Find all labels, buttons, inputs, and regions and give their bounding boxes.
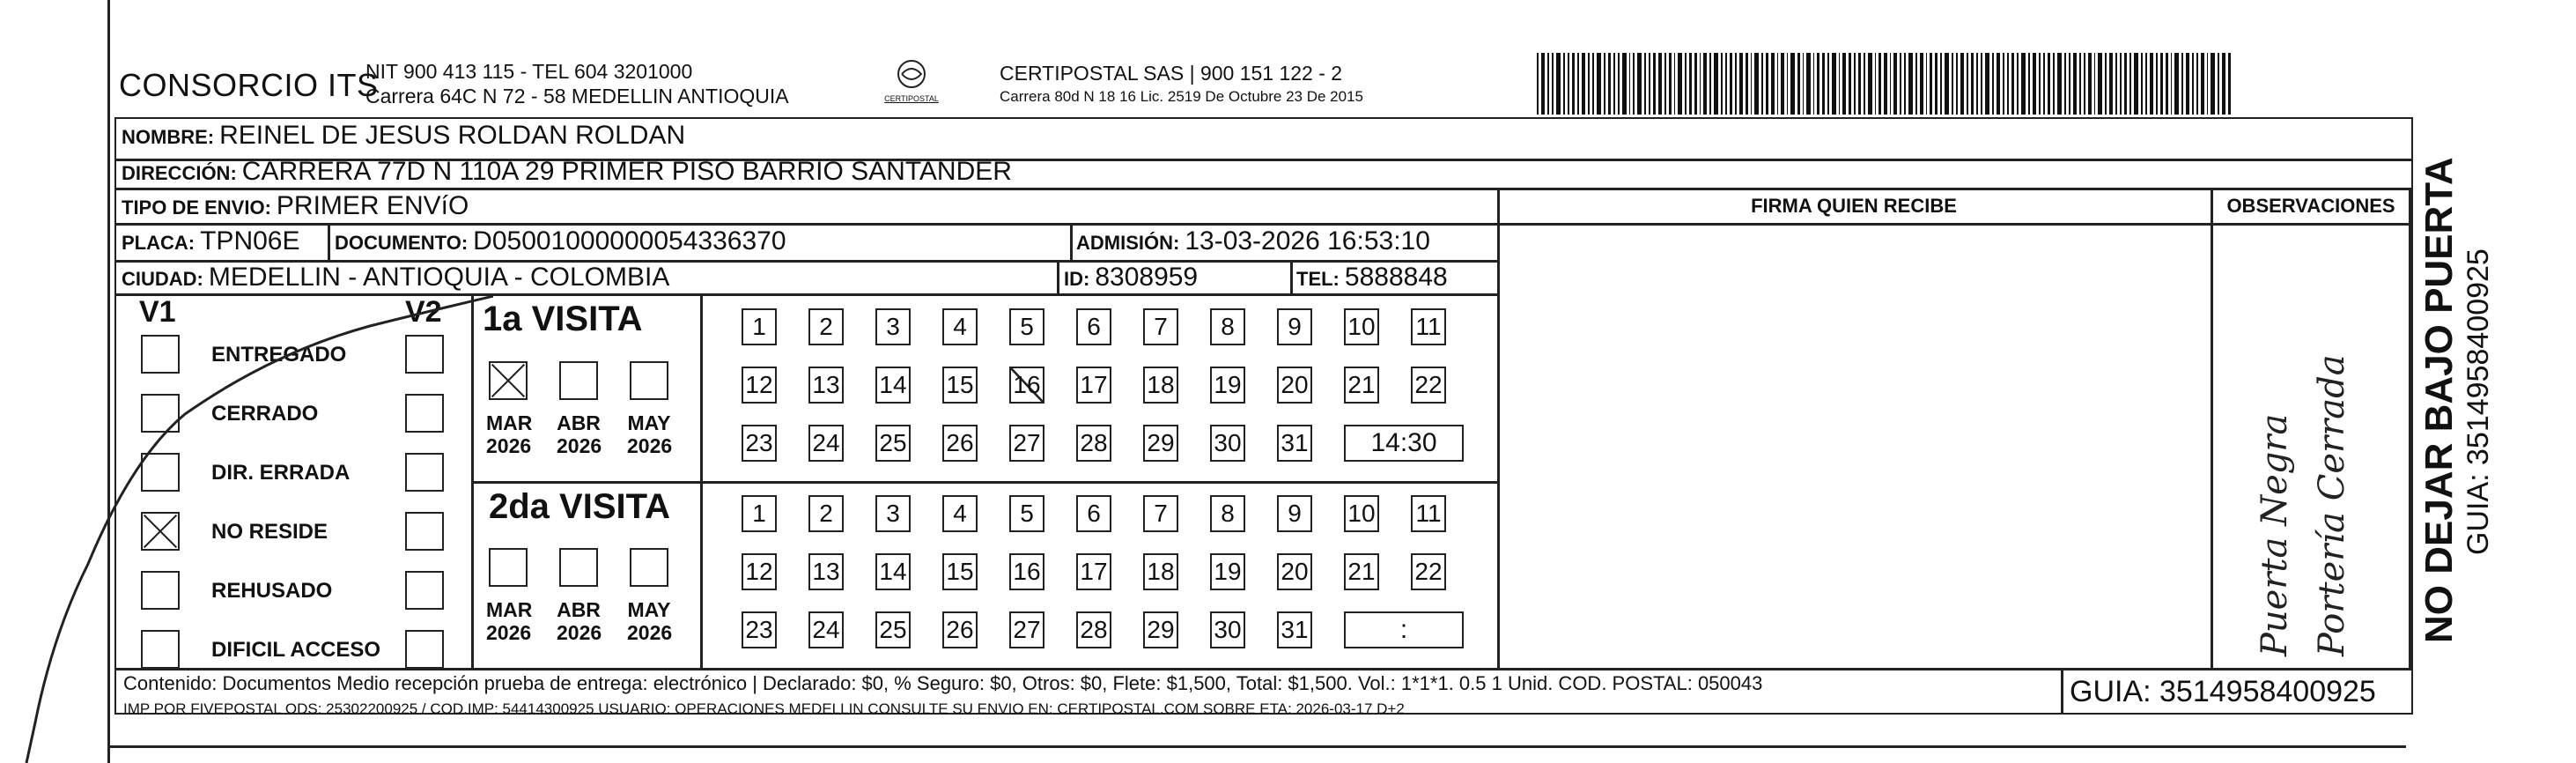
barcode-bar bbox=[1700, 53, 1701, 115]
barcode-bar bbox=[1967, 53, 1968, 115]
barcode-bar bbox=[1592, 53, 1594, 115]
barcode-bar bbox=[2181, 53, 2183, 115]
day-box[interactable]: 15 bbox=[942, 553, 978, 590]
day-box[interactable]: 2 bbox=[808, 308, 844, 345]
barcode-bar bbox=[2007, 53, 2009, 115]
barcode-bar bbox=[2084, 53, 2085, 115]
barcode-bar bbox=[1777, 53, 1779, 115]
month-checkbox[interactable] bbox=[559, 361, 598, 400]
barcode-bar bbox=[1694, 53, 1696, 115]
barcode-bar bbox=[2011, 53, 2014, 115]
barcode-bar bbox=[2069, 53, 2070, 115]
day-box[interactable]: 28 bbox=[1076, 425, 1111, 462]
barcode-bar bbox=[1637, 53, 1642, 115]
barcode-bar bbox=[2171, 53, 2173, 115]
barcode-bar bbox=[1849, 53, 1850, 115]
barcode-bar bbox=[2228, 53, 2230, 115]
day-box[interactable]: 4 bbox=[942, 308, 978, 345]
month-label: MAY 2026 bbox=[627, 598, 673, 644]
barcode-bar bbox=[1653, 53, 1656, 115]
barcode-bar bbox=[1658, 53, 1662, 115]
barcode-bar bbox=[1893, 53, 1896, 115]
row-divider bbox=[1497, 223, 2413, 226]
day-box[interactable]: 24 bbox=[808, 425, 844, 462]
nombre-label: NOMBRE: bbox=[122, 126, 215, 148]
barcode-bar bbox=[2196, 53, 2198, 115]
day-box[interactable]: 24 bbox=[808, 611, 844, 648]
barcode-bar bbox=[1926, 53, 1928, 115]
barcode-bar bbox=[2039, 53, 2041, 115]
day-box[interactable]: 20 bbox=[1277, 553, 1312, 590]
observation-handwriting-2: Portería Cerrada bbox=[2312, 354, 2352, 656]
barcode-bar bbox=[1563, 53, 1565, 115]
barcode-bar bbox=[1787, 53, 1789, 115]
day-box[interactable]: 10 bbox=[1344, 308, 1379, 345]
barcode-bar bbox=[1878, 53, 1880, 115]
barcode-bar bbox=[1739, 53, 1743, 115]
observaciones-column-line bbox=[2211, 188, 2213, 670]
day-box[interactable]: 8 bbox=[1210, 308, 1245, 345]
day-box[interactable]: 8 bbox=[1210, 495, 1245, 532]
tipo-value: PRIMER ENVíO bbox=[276, 191, 469, 220]
barcode-bar bbox=[1608, 53, 1611, 115]
barcode-bar bbox=[1920, 53, 1923, 115]
barcode-bar bbox=[1703, 53, 1707, 115]
barcode-bar bbox=[1714, 53, 1718, 115]
barcode-bar bbox=[1817, 53, 1819, 115]
day-box[interactable]: 30 bbox=[1210, 425, 1245, 462]
day-box[interactable]: 18 bbox=[1143, 553, 1178, 590]
observation-handwriting-1: Puerta Negra bbox=[2255, 413, 2295, 656]
barcode-bar bbox=[1556, 53, 1561, 115]
barcode-bar bbox=[1822, 53, 1825, 115]
day-box[interactable]: 13 bbox=[808, 553, 844, 590]
barcode-bar bbox=[1547, 53, 1549, 115]
barcode-bar bbox=[1900, 53, 1901, 115]
barcode-bar bbox=[2120, 53, 2122, 115]
barcode-bar bbox=[1613, 53, 1615, 115]
firma-header: FIRMA QUIEN RECIBE bbox=[1751, 195, 1957, 217]
barcode-bar bbox=[1735, 53, 1737, 115]
barcode-bar bbox=[2053, 53, 2055, 115]
day-box[interactable]: 5 bbox=[1009, 308, 1044, 345]
barcode-bar bbox=[1868, 53, 1872, 115]
day-box[interactable]: 6 bbox=[1076, 308, 1111, 345]
barcode-bar bbox=[1884, 53, 1887, 115]
day-box[interactable]: 29 bbox=[1143, 611, 1178, 648]
footer-guia: GUIA: 3514958400925 bbox=[2070, 675, 2376, 708]
second-visit-title: 2da VISITA bbox=[489, 487, 670, 526]
footer-print-line: IMP POR FIVEPOSTAL ODS: 25302200925 / COD.IMP: 54414300925 USUARIO: OPERACIONES MEDELLIN CONSULTE SU ENVIO EN: CERTIPOSTAL.COM SOBRE ETA: 2026-03-17 D+2 bbox=[123, 700, 1405, 717]
time-box[interactable]: 14:30 bbox=[1344, 425, 1464, 462]
barcode-bar bbox=[1552, 53, 1554, 115]
tel-row bbox=[1296, 263, 1448, 293]
barcode-bar bbox=[1709, 53, 1711, 115]
barcode-bar bbox=[2166, 53, 2167, 115]
certipostal-logo bbox=[881, 58, 942, 107]
barcode-bar bbox=[1858, 53, 1861, 115]
month-checkbox[interactable] bbox=[630, 361, 668, 400]
day-box[interactable]: 13 bbox=[808, 367, 844, 404]
barcode-bar bbox=[1904, 53, 1906, 115]
day-box[interactable]: 14 bbox=[875, 553, 911, 590]
day-box[interactable]: 17 bbox=[1076, 553, 1111, 590]
day-box[interactable]: 11 bbox=[1411, 495, 1446, 532]
company-address: Carrera 64C N 72 - 58 MEDELLIN ANTIOQUIA bbox=[365, 85, 789, 107]
barcode-bar bbox=[2192, 53, 2194, 115]
barcode-bar bbox=[1842, 53, 1846, 115]
barcode-bar bbox=[1678, 53, 1682, 115]
logo-text: CERTIPOSTAL bbox=[884, 94, 939, 103]
barcode-bar bbox=[2028, 53, 2030, 115]
no-dejar-warning: NO DEJAR BAJO PUERTA bbox=[2417, 157, 2461, 643]
barcode-bar bbox=[1689, 53, 1692, 115]
status-label: CERRADO bbox=[211, 402, 319, 426]
side-guia: GUIA: 3514958400925 bbox=[2462, 248, 2495, 555]
barcode-bar bbox=[1721, 53, 1723, 115]
barcode-bar bbox=[2064, 53, 2066, 115]
month-checkbox[interactable] bbox=[489, 361, 528, 400]
barcode-bar bbox=[1960, 53, 1964, 115]
month-checkbox[interactable] bbox=[489, 548, 528, 587]
barcode-bar bbox=[1664, 53, 1666, 115]
barcode-bar bbox=[1588, 53, 1590, 115]
barcode-bar bbox=[2160, 53, 2163, 115]
day-box[interactable]: 18 bbox=[1143, 367, 1178, 404]
v2-header: V2 bbox=[405, 295, 442, 329]
direccion-value: CARRERA 77D N 110A 29 PRIMER PISO BARRIO SANTANDER bbox=[241, 157, 1012, 186]
barcode-bar bbox=[2088, 53, 2091, 115]
barcode-bar bbox=[2156, 53, 2158, 115]
cell-divider bbox=[1057, 260, 1059, 293]
barcode-bar bbox=[1622, 53, 1626, 115]
day-box[interactable]: 27 bbox=[1009, 425, 1044, 462]
month-label: MAR 2026 bbox=[486, 598, 533, 644]
barcode-bar bbox=[1754, 53, 1759, 115]
status-label: DIR. ERRADA bbox=[211, 461, 351, 485]
documento-value: D05001000000054336370 bbox=[473, 226, 786, 256]
placa-label: PLACA: bbox=[122, 232, 196, 254]
barcode-bar bbox=[1806, 53, 1810, 115]
barcode-bar bbox=[1930, 53, 1931, 115]
day-box[interactable]: 12 bbox=[742, 553, 777, 590]
nombre-value: REINEL DE JESUS ROLDAN ROLDAN bbox=[219, 121, 686, 150]
day-box[interactable]: 2 bbox=[808, 495, 844, 532]
barcode-bar bbox=[1761, 53, 1763, 115]
month-checkbox[interactable] bbox=[559, 548, 598, 587]
id-label: ID: bbox=[1064, 268, 1090, 290]
day-box[interactable]: 29 bbox=[1143, 425, 1178, 462]
day-box[interactable]: 21 bbox=[1344, 553, 1379, 590]
barcode-bar bbox=[2134, 53, 2138, 115]
barcode-bar bbox=[1956, 53, 1958, 115]
barcode-bar bbox=[1790, 53, 1795, 115]
day-box[interactable]: 15 bbox=[942, 367, 978, 404]
day-box[interactable]: 25 bbox=[875, 425, 911, 462]
barcode-bar bbox=[2211, 53, 2215, 115]
status-label: ENTREGADO bbox=[211, 343, 347, 367]
day-box[interactable]: 19 bbox=[1210, 367, 1245, 404]
footer-guia-divider bbox=[2061, 668, 2063, 715]
day-box[interactable]: 23 bbox=[742, 425, 777, 462]
barcode-bar bbox=[1832, 53, 1836, 115]
id-value: 8308959 bbox=[1095, 263, 1199, 292]
direccion-label: DIRECCIÓN: bbox=[122, 162, 237, 184]
tel-value: 5888848 bbox=[1344, 263, 1448, 292]
barcode-bar bbox=[2105, 53, 2107, 115]
day-box[interactable]: 1 bbox=[742, 495, 777, 532]
barcode-bar bbox=[1685, 53, 1687, 115]
day-box[interactable]: 9 bbox=[1277, 308, 1312, 345]
barcode-bar bbox=[1997, 53, 2000, 115]
documento-label: DOCUMENTO: bbox=[335, 232, 469, 254]
day-box[interactable]: 20 bbox=[1277, 367, 1312, 404]
barcode-bar bbox=[1730, 53, 1732, 115]
barcode-bar bbox=[1864, 53, 1865, 115]
barcode-bar bbox=[2098, 53, 2102, 115]
day-box[interactable]: 1 bbox=[742, 308, 777, 345]
barcode-bar bbox=[1537, 53, 1539, 115]
v1-header: V1 bbox=[139, 295, 176, 329]
status-label: DIFICIL ACCESO bbox=[211, 638, 381, 662]
barcode-bar bbox=[1890, 53, 1892, 115]
barcode-bar bbox=[1839, 53, 1841, 115]
day-box[interactable]: 9 bbox=[1277, 495, 1312, 532]
logo-mark-icon bbox=[881, 58, 942, 93]
barcode-bar bbox=[1541, 53, 1545, 115]
month-label: ABR 2026 bbox=[557, 598, 602, 644]
status-label: REHUSADO bbox=[211, 579, 333, 603]
barcode-bar bbox=[2145, 53, 2147, 115]
admision-value: 13-03-2026 16:53:10 bbox=[1185, 226, 1430, 256]
ciudad-label: CIUDAD: bbox=[122, 268, 203, 290]
day-box[interactable]: 4 bbox=[942, 495, 978, 532]
admision-row bbox=[1076, 226, 1430, 256]
day-box[interactable]: 30 bbox=[1210, 611, 1245, 648]
barcode-bar bbox=[2057, 53, 2062, 115]
day-box[interactable]: 19 bbox=[1210, 553, 1245, 590]
admision-label: ADMISIÓN: bbox=[1076, 232, 1180, 254]
first-visit-title: 1a VISITA bbox=[483, 300, 643, 338]
status-label: NO RESIDE bbox=[211, 520, 328, 544]
courier-name: CERTIPOSTAL SAS | 900 151 122 - 2 bbox=[1000, 62, 1343, 85]
time-box[interactable]: : bbox=[1344, 611, 1464, 648]
barcode-bar bbox=[2109, 53, 2113, 115]
month-checkbox[interactable] bbox=[630, 548, 668, 587]
day-box[interactable]: 27 bbox=[1009, 611, 1044, 648]
day-box[interactable]: 3 bbox=[875, 308, 911, 345]
day-box[interactable]: 17 bbox=[1076, 367, 1111, 404]
barcode-bar bbox=[1633, 53, 1635, 115]
day-box[interactable]: 11 bbox=[1411, 308, 1446, 345]
month-label: MAY 2026 bbox=[627, 411, 673, 457]
barcode-bar bbox=[2048, 53, 2050, 115]
ciudad-value: MEDELLIN - ANTIOQUIA - COLOMBIA bbox=[208, 263, 670, 292]
day-box[interactable]: 21 bbox=[1344, 367, 1379, 404]
barcode-bar bbox=[1674, 53, 1676, 115]
courier-address: Carrera 80d N 18 16 Lic. 2519 De Octubre 23 De 2015 bbox=[1000, 88, 1363, 105]
company-name: CONSORCIO ITS bbox=[119, 67, 379, 103]
barcode-bar bbox=[1725, 53, 1727, 115]
barcode-bar bbox=[1597, 53, 1601, 115]
barcode-bar bbox=[2218, 53, 2219, 115]
day-box[interactable]: 3 bbox=[875, 495, 911, 532]
barcode-bar bbox=[2174, 53, 2179, 115]
barcode-bar bbox=[2079, 53, 2081, 115]
barcode-bar bbox=[2201, 53, 2203, 115]
barcode-bar bbox=[1854, 53, 1856, 115]
barcode-bar bbox=[1940, 53, 1942, 115]
day-box[interactable]: 25 bbox=[875, 611, 911, 648]
barcode-bar bbox=[1797, 53, 1799, 115]
day-box[interactable]: 6 bbox=[1076, 495, 1111, 532]
barcode-bar bbox=[2141, 53, 2143, 115]
day-box[interactable]: 22 bbox=[1411, 553, 1446, 590]
barcode-bar bbox=[1971, 53, 1974, 115]
barcode-bar bbox=[2003, 53, 2004, 115]
barcode-bar bbox=[1669, 53, 1671, 115]
day-box[interactable]: 5 bbox=[1009, 495, 1044, 532]
barcode-bar bbox=[2222, 53, 2225, 115]
signature-area[interactable] bbox=[1502, 227, 2206, 668]
day-box[interactable]: 26 bbox=[942, 425, 978, 462]
barcode-bar bbox=[1568, 53, 1569, 115]
id-row bbox=[1064, 263, 1198, 293]
barcode-bar bbox=[2207, 53, 2209, 115]
barcode-bar bbox=[2129, 53, 2131, 115]
barcode-bar bbox=[1981, 53, 1982, 115]
day-box[interactable]: 16 bbox=[1009, 367, 1044, 404]
barcode-bar bbox=[1875, 53, 1877, 115]
barcode-bar bbox=[2186, 53, 2189, 115]
barcode-bar bbox=[1577, 53, 1579, 115]
barcode-bar bbox=[2017, 53, 2019, 115]
tipo-label: TIPO DE ENVIO: bbox=[122, 196, 271, 219]
barcode-bar bbox=[2043, 53, 2045, 115]
barcode-bar bbox=[2150, 53, 2153, 115]
barcode bbox=[1537, 53, 2233, 115]
day-box[interactable]: 28 bbox=[1076, 611, 1111, 648]
day-box[interactable]: 22 bbox=[1411, 367, 1446, 404]
barcode-bar bbox=[1572, 53, 1575, 115]
day-box[interactable]: 14 bbox=[875, 367, 911, 404]
barcode-bar bbox=[1803, 53, 1805, 115]
barcode-bar bbox=[1945, 53, 1949, 115]
day-box[interactable]: 31 bbox=[1277, 425, 1312, 462]
cell-divider bbox=[1290, 260, 1293, 293]
day-box[interactable]: 10 bbox=[1344, 495, 1379, 532]
day-box[interactable]: 12 bbox=[742, 367, 777, 404]
day-box[interactable]: 16 bbox=[1009, 553, 1044, 590]
day-box[interactable]: 23 bbox=[742, 611, 777, 648]
side-column-line bbox=[2409, 188, 2411, 670]
barcode-bar bbox=[1644, 53, 1646, 115]
barcode-bar bbox=[2033, 53, 2036, 115]
barcode-bar bbox=[2073, 53, 2077, 115]
barcode-bar bbox=[1935, 53, 1938, 115]
barcode-bar bbox=[1771, 53, 1775, 115]
barcode-bar bbox=[1629, 53, 1631, 115]
month-label: ABR 2026 bbox=[557, 411, 602, 457]
company-nit: NIT 900 413 115 - TEL 604 3201000 bbox=[365, 60, 693, 83]
barcode-bar bbox=[1813, 53, 1815, 115]
month-label: MAR 2026 bbox=[486, 411, 533, 457]
barcode-bar bbox=[1985, 53, 1989, 115]
day-box[interactable]: 31 bbox=[1277, 611, 1312, 648]
placa-value: TPN06E bbox=[200, 226, 300, 256]
barcode-bar bbox=[2094, 53, 2096, 115]
barcode-bar bbox=[1649, 53, 1650, 115]
barcode-bar bbox=[2124, 53, 2127, 115]
barcode-bar bbox=[1781, 53, 1783, 115]
firma-column-line bbox=[1497, 188, 1500, 670]
barcode-bar bbox=[2021, 53, 2026, 115]
barcode-bar bbox=[1992, 53, 1994, 115]
cell-divider bbox=[1070, 223, 1073, 260]
barcode-bar bbox=[1604, 53, 1605, 115]
tel-label: TEL: bbox=[1296, 268, 1340, 290]
visit-divider bbox=[471, 481, 1497, 484]
barcode-bar bbox=[1618, 53, 1620, 115]
barcode-bar bbox=[2115, 53, 2117, 115]
day-box[interactable]: 7 bbox=[1143, 495, 1178, 532]
barcode-bar bbox=[1976, 53, 1978, 115]
barcode-bar bbox=[1751, 53, 1753, 115]
footer-content-line: Contenido: Documentos Medio recepción prueba de entrega: electrónico | Declarado: $0, % Seguro: $0, Otros: $0, Flete: $1,500, Total: $1,500. Vol.: 1*1*1. 0.5 1 Unid. COD. POSTAL: 050043 bbox=[123, 672, 1763, 694]
barcode-bar bbox=[1915, 53, 1917, 115]
barcode-bar bbox=[1766, 53, 1768, 115]
day-box[interactable]: 26 bbox=[942, 611, 978, 648]
barcode-bar bbox=[1952, 53, 1953, 115]
barcode-bar bbox=[1827, 53, 1829, 115]
barcode-bar bbox=[1746, 53, 1747, 115]
observaciones-header: OBSERVACIONES bbox=[2226, 195, 2395, 217]
barcode-bar bbox=[1908, 53, 1913, 115]
day-box[interactable]: 7 bbox=[1143, 308, 1178, 345]
pen-stroke-mark bbox=[0, 0, 493, 763]
barcode-bar bbox=[1582, 53, 1585, 115]
